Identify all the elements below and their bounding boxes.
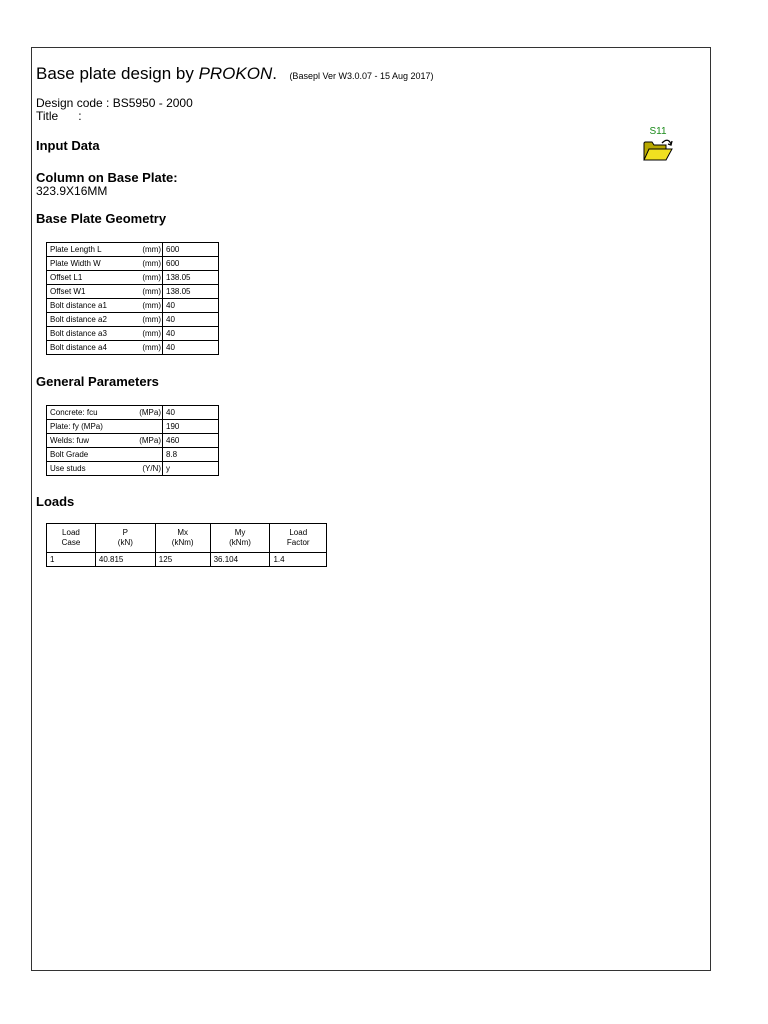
param-label: Welds: fuw	[47, 434, 129, 448]
param-label: Bolt distance a2	[47, 313, 129, 327]
title-brand: PROKON	[198, 64, 273, 83]
param-value: 40	[163, 327, 219, 341]
param-value: 40	[163, 341, 219, 355]
table-row	[47, 285, 219, 299]
param-label: Use studs	[47, 462, 129, 476]
table-row	[47, 434, 219, 448]
loads-header-text: (kNm)	[171, 538, 194, 547]
param-value: 40	[163, 406, 219, 420]
loads-cell: 1.4	[270, 553, 327, 567]
loads-header-cell	[155, 524, 210, 553]
loads-header-text: (kNm)	[229, 538, 251, 547]
input-data-heading: Input Data	[36, 138, 100, 153]
param-label: Plate Length L	[47, 243, 129, 257]
table-row	[47, 462, 219, 476]
table-row	[47, 299, 219, 313]
param-value: 600	[163, 243, 219, 257]
param-value: 190	[163, 420, 219, 434]
param-unit: (mm)	[128, 341, 163, 355]
table-row	[47, 341, 219, 355]
general-heading: General Parameters	[36, 374, 159, 389]
design-code: Design code : BS5950 - 2000	[36, 96, 193, 110]
loads-cell: 36.104	[210, 553, 270, 567]
param-label: Plate: fy (MPa)	[47, 420, 129, 434]
loads-cell: 1	[47, 553, 96, 567]
param-label: Offset W1	[47, 285, 129, 299]
param-value: 40	[163, 299, 219, 313]
param-unit	[128, 448, 163, 462]
param-label: Offset L1	[47, 271, 129, 285]
param-label: Bolt distance a4	[47, 341, 129, 355]
param-label: Concrete: fcu	[47, 406, 129, 420]
loads-header-text: Load	[62, 528, 80, 537]
param-label: Bolt distance a1	[47, 299, 129, 313]
loads-header-cell	[210, 524, 270, 553]
loads-header-text: Mx	[177, 528, 189, 537]
param-unit: (mm)	[128, 243, 163, 257]
report-title	[36, 64, 434, 84]
design-info	[36, 97, 193, 123]
loads-heading: Loads	[36, 494, 75, 509]
loads-header-cell	[270, 524, 327, 553]
param-unit: (mm)	[128, 285, 163, 299]
table-row	[47, 553, 327, 567]
column-value: 323.9X16MM	[36, 184, 108, 198]
param-unit	[128, 420, 163, 434]
table-row	[47, 327, 219, 341]
title-line: Title :	[36, 109, 82, 123]
loads-header-text: Load	[289, 528, 308, 537]
table-row	[47, 257, 219, 271]
param-label: Bolt distance a3	[47, 327, 129, 341]
param-unit: (MPa)	[128, 406, 163, 420]
geometry-table	[46, 242, 219, 355]
loads-table	[46, 523, 327, 567]
param-unit: (MPa)	[128, 434, 163, 448]
geometry-heading: Base Plate Geometry	[36, 211, 167, 226]
s11-label: S11	[649, 126, 667, 137]
table-row	[47, 448, 219, 462]
loads-header-row	[47, 524, 327, 553]
param-unit: (mm)	[128, 313, 163, 327]
param-value: 8.8	[163, 448, 219, 462]
param-value: 600	[163, 257, 219, 271]
general-table	[46, 405, 219, 476]
loads-header-text: My	[234, 528, 246, 537]
title-main: Base plate design by	[36, 64, 199, 83]
table-row	[47, 406, 219, 420]
table-row	[47, 420, 219, 434]
loads-header-text: (kN)	[117, 538, 133, 547]
param-value: 138.05	[163, 271, 219, 285]
report-page	[31, 47, 711, 971]
param-value: y	[163, 462, 219, 476]
loads-header-text: P	[122, 528, 129, 537]
column-heading: Column on Base Plate:	[36, 170, 178, 185]
loads-header-text: Case	[61, 538, 81, 547]
param-unit: (mm)	[128, 299, 163, 313]
param-unit: (mm)	[128, 257, 163, 271]
loads-cell: 125	[155, 553, 210, 567]
table-row	[47, 313, 219, 327]
param-unit: (mm)	[128, 271, 163, 285]
loads-header-cell	[47, 524, 96, 553]
open-file-button[interactable]	[642, 126, 674, 168]
param-value: 40	[163, 313, 219, 327]
loads-cell: 40.815	[95, 553, 155, 567]
loads-header-text: Factor	[286, 538, 310, 547]
loads-header-cell	[95, 524, 155, 553]
param-value: 138.05	[163, 285, 219, 299]
table-row	[47, 243, 219, 257]
param-value: 460	[163, 434, 219, 448]
table-row	[47, 271, 219, 285]
version-text: (Basepl Ver W3.0.07 - 15 Aug 2017)	[289, 71, 434, 81]
param-unit: (mm)	[128, 327, 163, 341]
param-label: Bolt Grade	[47, 448, 129, 462]
param-label: Plate Width W	[47, 257, 129, 271]
title-dot: .	[272, 64, 277, 83]
open-folder-icon	[642, 137, 674, 163]
param-unit: (Y/N)	[128, 462, 163, 476]
